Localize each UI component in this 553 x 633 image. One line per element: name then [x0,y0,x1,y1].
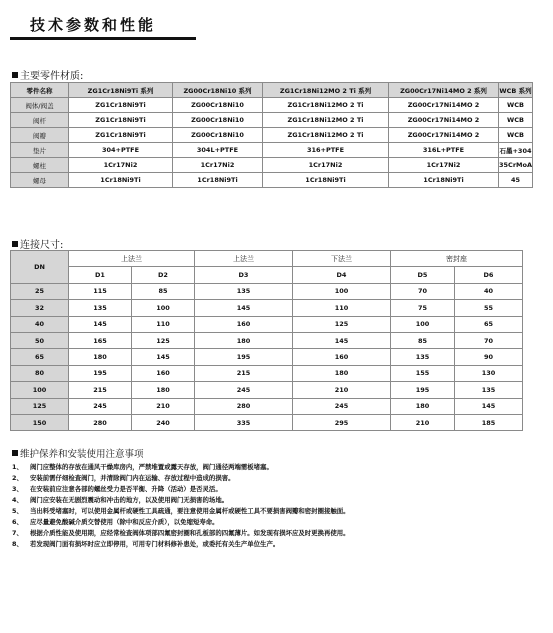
maintenance-heading-label: 维护保养和安装使用注意事项 [20,449,144,460]
parts-header-cell: ZG00Cr18Ni10 系列 [173,83,263,98]
parts-row [11,143,533,158]
dim-cell: 125 [293,316,391,332]
parts-header-row [11,83,533,98]
dim-cell: 245 [195,382,293,398]
material-cell: ZG00Cr17Ni14MO 2 [389,113,499,128]
material-cell: 35CrMoA [499,158,533,173]
group-header-cell: 密封座 [391,251,523,267]
connection-row [11,300,523,316]
connection-row [11,382,523,398]
note-number: 3、 [12,485,23,493]
dim-cell: 195 [391,382,455,398]
material-cell: 1Cr17Ni2 [173,158,263,173]
dim-cell: 110 [293,300,391,316]
material-cell: ZG1Cr18Ni12MO 2 Ti [263,98,389,113]
connection-heading-label: 连接尺寸: [20,240,64,251]
dim-header-cell: D3 [195,267,293,283]
dim-cell: 40 [455,283,523,299]
dim-cell: 180 [293,365,391,381]
material-cell: 1Cr18Ni9Ti [69,173,173,188]
dim-cell: 145 [132,349,195,365]
part-name-cell: 阀杆 [11,113,69,128]
dn-cell: 125 [11,398,69,414]
dim-cell: 215 [69,382,132,398]
parts-row [11,158,533,173]
dim-cell: 100 [391,316,455,332]
dim-cell: 90 [455,349,523,365]
dim-cell: 160 [132,365,195,381]
group-header-cell: 下法兰 [293,251,391,267]
dim-header-cell: D2 [132,267,195,283]
dim-cell: 110 [132,316,195,332]
material-cell: 1Cr17Ni2 [389,158,499,173]
note-item [12,539,542,550]
dim-cell: 245 [293,398,391,414]
note-number: 8、 [12,540,23,548]
note-item [12,528,542,539]
note-text: 阀门应整体的存放在通风干燥库房内，严禁堆置或露天存放，阀门通径两端需板堵塞。 [30,463,273,471]
material-cell: 45 [499,173,533,188]
note-text: 当出料受堵塞时，可以使用金属杆或硬性工具疏通，要注意使用金属杆或硬性工具不要损害阀瓣和密封圈接触面。 [30,507,350,515]
bullet-square-icon [12,450,18,456]
material-cell: ZG00Cr17Ni14MO 2 [389,128,499,143]
dn-header-cell: DN [11,251,69,284]
connection-row [11,283,523,299]
page-title: 技术参数和性能 [30,16,157,34]
part-name-cell: 垫片 [11,143,69,158]
material-cell: ZG00Cr18Ni10 [173,98,263,113]
dim-cell: 75 [391,300,455,316]
material-cell: 1Cr18Ni9Ti [173,173,263,188]
parts-header-cell: ZG1Cr18Ni9Ti 系列 [69,83,173,98]
connection-row [11,365,523,381]
note-item [12,517,542,528]
material-cell: 316+PTFE [263,143,389,158]
dim-cell: 55 [455,300,523,316]
dim-cell: 180 [69,349,132,365]
note-number: 1、 [12,463,23,471]
dim-cell: 180 [391,398,455,414]
material-cell: 1Cr18Ni9Ti [263,173,389,188]
group-header-cell: 上法兰 [195,251,293,267]
parts-row [11,173,533,188]
connection-row [11,349,523,365]
dim-cell: 130 [455,365,523,381]
dim-cell: 125 [132,332,195,348]
dn-cell: 50 [11,332,69,348]
parts-header-cell: WCB 系列 [499,83,533,98]
note-number: 6、 [12,518,23,526]
material-cell: 304+PTFE [69,143,173,158]
note-text: 根据介质性能及使用期，应经常检查阀体项部四氟密封圈和孔板部的四氟薄片。如发现有损坏应及时更换再使用。 [30,529,350,537]
parts-heading [12,67,83,82]
dim-cell: 335 [195,414,293,430]
note-number: 4、 [12,496,23,504]
connection-heading [12,236,63,251]
dim-cell: 160 [293,349,391,365]
material-cell: ZG1Cr18Ni9Ti [69,128,173,143]
parts-material-table [10,82,533,188]
material-cell: ZG1Cr18Ni9Ti [69,113,173,128]
dim-cell: 145 [69,316,132,332]
dim-header-cell: D5 [391,267,455,283]
dim-cell: 135 [455,382,523,398]
parts-row [11,98,533,113]
connection-size-table [10,250,523,431]
note-text: 应尽量避免酸碱介质交替使用（除中和反应介质），以免缩短寿命。 [30,518,219,526]
part-name-cell: 螺柱 [11,158,69,173]
dim-cell: 70 [391,283,455,299]
dn-cell: 40 [11,316,69,332]
bullet-square-icon [12,241,18,247]
note-text: 安装前需仔细检查阀门，并清除阀门内在运输、存放过程中造成的损害。 [30,474,235,482]
material-cell: ZG00Cr17Ni14MO 2 [389,98,499,113]
material-cell: 1Cr18Ni9Ti [389,173,499,188]
dim-cell: 135 [195,283,293,299]
dim-cell: 210 [293,382,391,398]
material-cell: ZG1Cr18Ni12MO 2 Ti [263,113,389,128]
material-cell: 316L+PTFE [389,143,499,158]
note-text: 在安装前应注意各部的螺丝受力是否平衡、升降（活动）是否灵活。 [30,485,222,493]
dim-cell: 185 [455,414,523,430]
note-item [12,462,542,473]
dim-cell: 245 [69,398,132,414]
parts-header-cell: ZG1Cr18Ni12MO 2 Ti 系列 [263,83,389,98]
dn-cell: 150 [11,414,69,430]
material-cell: 304L+PTFE [173,143,263,158]
material-cell: ZG00Cr18Ni10 [173,128,263,143]
note-number: 5、 [12,507,23,515]
part-name-cell: 螺母 [11,173,69,188]
connection-row [11,414,523,430]
connection-row [11,332,523,348]
connection-row [11,316,523,332]
material-cell: ZG1Cr18Ni12MO 2 Ti [263,128,389,143]
dim-cell: 100 [293,283,391,299]
material-cell: 1Cr17Ni2 [69,158,173,173]
note-item [12,484,542,495]
dim-cell: 240 [132,414,195,430]
dim-cell: 210 [391,414,455,430]
dim-cell: 115 [69,283,132,299]
dim-cell: 195 [195,349,293,365]
material-cell: 1Cr17Ni2 [263,158,389,173]
note-item [12,473,542,484]
part-name-cell: 阀瓣 [11,128,69,143]
maintenance-heading [12,446,542,460]
dim-cell: 70 [455,332,523,348]
dim-cell: 135 [69,300,132,316]
dim-cell: 180 [195,332,293,348]
dim-cell: 100 [132,300,195,316]
dim-cell: 180 [132,382,195,398]
dim-cell: 295 [293,414,391,430]
note-item [12,495,542,506]
dim-cell: 215 [195,365,293,381]
material-cell: WCB [499,113,533,128]
dim-cell: 280 [195,398,293,414]
dim-header-cell: D1 [69,267,132,283]
material-cell: ZG1Cr18Ni9Ti [69,98,173,113]
dn-cell: 32 [11,300,69,316]
dim-cell: 155 [391,365,455,381]
note-text: 阀门应安装在无剧烈震动和冲击的地方，以及使用阀门无损害的场地。 [30,496,229,504]
dim-cell: 145 [195,300,293,316]
dim-cell: 210 [132,398,195,414]
dim-cell: 65 [455,316,523,332]
material-cell: ZG00Cr18Ni10 [173,113,263,128]
connection-group-row [11,251,523,267]
dim-cell: 85 [132,283,195,299]
title-underline [10,37,196,40]
dim-header-cell: D6 [455,267,523,283]
dim-cell: 160 [195,316,293,332]
dim-cell: 135 [391,349,455,365]
dn-cell: 80 [11,365,69,381]
note-number: 2、 [12,474,23,482]
material-cell: WCB [499,98,533,113]
parts-header-cell: 零件名称 [11,83,69,98]
material-cell: WCB [499,128,533,143]
dim-cell: 145 [293,332,391,348]
connection-subheader-row [11,267,523,283]
part-name-cell: 阀体/阀盖 [11,98,69,113]
parts-row [11,128,533,143]
maintenance-notes [12,446,542,550]
note-number: 7、 [12,529,23,537]
dim-header-cell: D4 [293,267,391,283]
dim-cell: 280 [69,414,132,430]
dn-cell: 25 [11,283,69,299]
bullet-square-icon [12,72,18,78]
dim-cell: 145 [455,398,523,414]
parts-heading-label: 主要零件材质: [20,71,84,82]
dn-cell: 100 [11,382,69,398]
note-text: 若发现阀门面有损坏时应立即停用，可用专门材料修补患处，或委托有关生产单位生产。 [30,540,280,548]
dim-cell: 85 [391,332,455,348]
parts-header-cell: ZG00Cr17Ni14MO 2 系列 [389,83,499,98]
material-cell: 石墨+304 [499,143,533,158]
connection-row [11,398,523,414]
group-header-cell: 上法兰 [69,251,195,267]
note-item [12,506,542,517]
parts-row [11,113,533,128]
dim-cell: 165 [69,332,132,348]
dim-cell: 195 [69,365,132,381]
dn-cell: 65 [11,349,69,365]
